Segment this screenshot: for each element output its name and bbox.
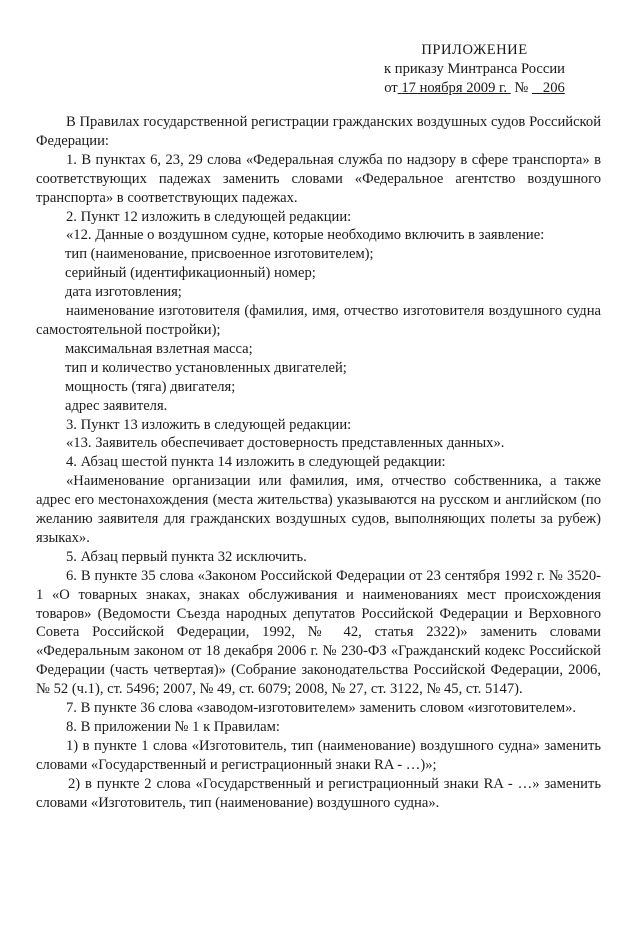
item-2-paragraph: 2. Пункт 12 изложить в следующей редакции:	[66, 208, 352, 225]
list-item: серийный (идентификационный) номер;	[65, 265, 316, 282]
item-6-paragraph: 6. В пункте 35 слова «Законом Российской Федерации от 23 сентября 1992 г. № 3520-1 «О товарных знаках, знаках обслуживания и наименованиях мест происхождения товаров» (Ведомости Съезда народных депутатов Российской Федерации и Верховного Совета Российской Федерации, 1992, № 42, статья 2322)» заменить словами «Федеральным законом от 18 декабря 2006 г. № 230-ФЗ «Гражданский кодекс Российской Федерации (часть четвертая)» (Собрание законодательства Российской Федерации, 2006, № 52 (ч.1), ст. 5496; 2007, № 49, ст. 6079; 2008, № 27, ст. 3122, № 45, ст. 5147).	[36, 567, 601, 698]
appendix-title: ПРИЛОЖЕНИЕ	[421, 42, 528, 58]
list-item: максимальная взлетная масса;	[65, 340, 253, 357]
list-item: мощность (тяга) двигателя;	[65, 378, 236, 395]
item-8-subitem-1: 1) в пункте 1 слова «Изготовитель, тип (наименование) воздушного судна» заменить словами «Государственный и регистрационный знаки RA - …)»;	[36, 737, 601, 773]
list-item: адрес заявителя.	[65, 397, 168, 414]
document-body	[36, 113, 601, 813]
order-number-label: №	[514, 80, 529, 96]
item-8-paragraph: 8. В приложении № 1 к Правилам:	[66, 719, 280, 735]
list-item: дата изготовления;	[65, 284, 182, 301]
order-number: 206	[542, 80, 565, 96]
intro-paragraph: В Правилах государственной регистрации гражданских воздушных судов Российской Федерации:	[36, 114, 601, 149]
item-8-subitem-2: 2) в пункте 2 слова «Государственный и регистрационный знаки RA - …» заменить словами «Изготовитель, тип (наименование) воздушного судна».	[36, 775, 601, 811]
order-from-label: от	[384, 80, 398, 96]
item-14-text: «Наименование организации или фамилия, имя, отчество собственника, а также адрес его местонахождения (места жительства) указываются на русском и английском (по желанию заявителя для гражданских воздушных судов, выполняющих полеты за рубеж) языках».	[36, 473, 601, 546]
list-item: тип и количество установленных двигателей;	[65, 359, 347, 376]
order-reference: к приказу Минтранса России	[384, 61, 565, 77]
list-item: наименование изготовителя (фамилия, имя, отчество изготовителя воздушного судна самостоятельной постройки);	[36, 303, 601, 338]
item-12-text: «12. Данные о воздушном судне, которые необходимо включить в заявление:	[66, 227, 545, 244]
item-5-paragraph: 5. Абзац первый пункта 32 исключить.	[66, 548, 307, 565]
item-13-text: «13. Заявитель обеспечивает достоверность представленных данных».	[66, 435, 505, 452]
item-7-paragraph: 7. В пункте 36 слова «заводом-изготовителем» заменить словом «изготовителем».	[66, 700, 577, 717]
item-1-paragraph: 1. В пунктах 6, 23, 29 слова «Федеральная служба по надзору в сфере транспорта» в соответствующих падежах заменить словами «Федеральное агентство воздушного транспорта» в соответствующих падежах.	[36, 151, 601, 206]
order-date-line	[372, 79, 577, 98]
list-item: тип (наименование, присвоенное изготовителем);	[65, 246, 374, 263]
appendix-header	[372, 41, 577, 98]
item-3-paragraph: 3. Пункт 13 изложить в следующей редакции:	[66, 416, 352, 433]
order-date: 17 ноября 2009 г.	[401, 80, 508, 96]
item-4-paragraph: 4. Абзац шестой пункта 14 изложить в следующей редакции:	[66, 454, 446, 471]
